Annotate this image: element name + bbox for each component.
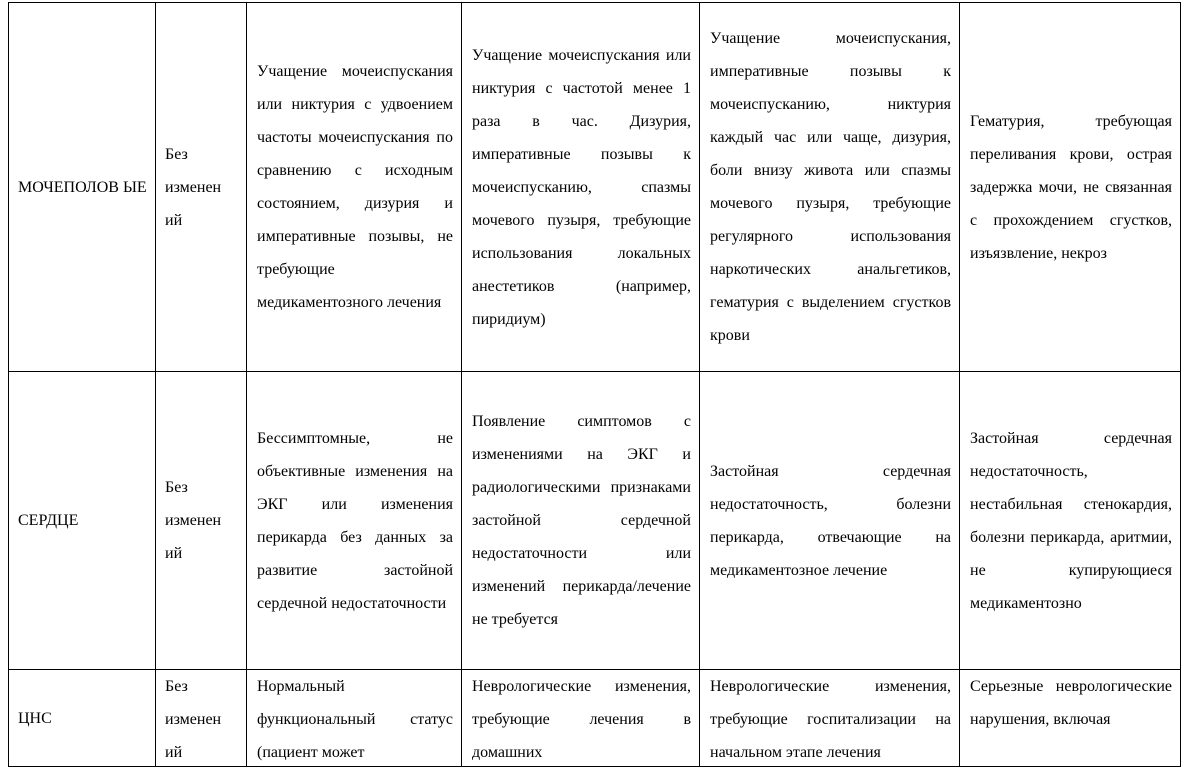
grade-2-cell xyxy=(462,3,700,372)
grade-0-cell xyxy=(156,372,247,670)
organ-label: ЦНС xyxy=(18,709,52,727)
table-row-cns xyxy=(9,670,1181,767)
grade-2-text: Неврологические изменения, требующие лечения в домашних xyxy=(472,678,691,761)
table-row-heart xyxy=(9,372,1181,670)
grade-0-text: Без изменен ий xyxy=(165,479,222,562)
grade-4-text: Серьезные неврологические нарушения, включая xyxy=(970,678,1172,728)
grade-4-text: Гематурия, требующая переливания крови, острая задержка мочи, не связанная с прохождением сгустков, изъязвление, некроз xyxy=(970,112,1172,262)
table-row-genitourinary xyxy=(9,3,1181,372)
grade-3-text: Учащение мочеиспускания, императивные позывы к мочеиспусканию, никтурия каждый час или чаще, дизурия, боли внизу живота или спазмы мочевого пузыря, требующие регулярного использования наркотических анальгетиков, гематурия с выделением сгустков крови xyxy=(710,30,951,344)
organ-cell xyxy=(9,670,156,767)
toxicity-grade-table xyxy=(8,2,1181,767)
grade-2-cell xyxy=(462,372,700,670)
grade-4-text: Застойная сердечная недостаточность, нестабильная стенокардия, болезни перикарда, аритмии, не купирующиеся медикаментозно xyxy=(970,429,1172,612)
grade-0-text: Без изменен ий xyxy=(165,145,222,229)
grade-2-cell xyxy=(462,670,700,767)
grade-2-text: Появление симптомов с изменениями на ЭКГ и радиологическими признаками застойной сердечной недостаточности или изменений перикарда/лечение не требуется xyxy=(472,413,691,628)
grade-1-text: Учащение мочеиспускания или никтурия с удвоением частоты мочеиспускания по сравнению с исходным состоянием, дизурия и императивные позывы, не требующие медикаментозного лечения xyxy=(257,63,453,311)
organ-cell xyxy=(9,372,156,670)
grade-1-text: Нормальный функциональный статус (пациент может xyxy=(257,678,453,761)
organ-cell xyxy=(9,3,156,372)
organ-label: СЕРДЦЕ xyxy=(18,512,79,529)
grade-4-cell xyxy=(960,3,1181,372)
grade-3-cell xyxy=(700,3,960,372)
grade-1-text: Бессимптомные, не объективные изменения на ЭКГ или изменения перикарда без данных за развитие застойной сердечной недостаточности xyxy=(257,429,453,612)
grade-0-cell xyxy=(156,3,247,372)
grade-3-cell xyxy=(700,372,960,670)
grade-2-text: Учащение мочеиспускания или никтурия с частотой менее 1 раза в час. Дизурия, императивные позывы к мочеиспусканию, спазмы мочевого пузыря, требующие использования локальных анестетиков (например, пиридиум) xyxy=(472,46,691,328)
grade-3-text: Неврологические изменения, требующие госпитализации на начальном этапе лечения xyxy=(710,678,951,761)
grade-3-cell xyxy=(700,670,960,767)
grade-0-text: Без изменен ий xyxy=(165,678,222,761)
grade-3-text: Застойная сердечная недостаточность, болезни перикарда, отвечающие на медикаментозное лечение xyxy=(710,462,951,579)
grade-1-cell xyxy=(247,372,462,670)
organ-label: МОЧЕПОЛОВ ЫЕ xyxy=(18,178,147,196)
grade-4-cell xyxy=(960,670,1181,767)
grade-1-cell xyxy=(247,670,462,767)
grade-1-cell xyxy=(247,3,462,372)
grade-4-cell xyxy=(960,372,1181,670)
grade-0-cell xyxy=(156,670,247,767)
